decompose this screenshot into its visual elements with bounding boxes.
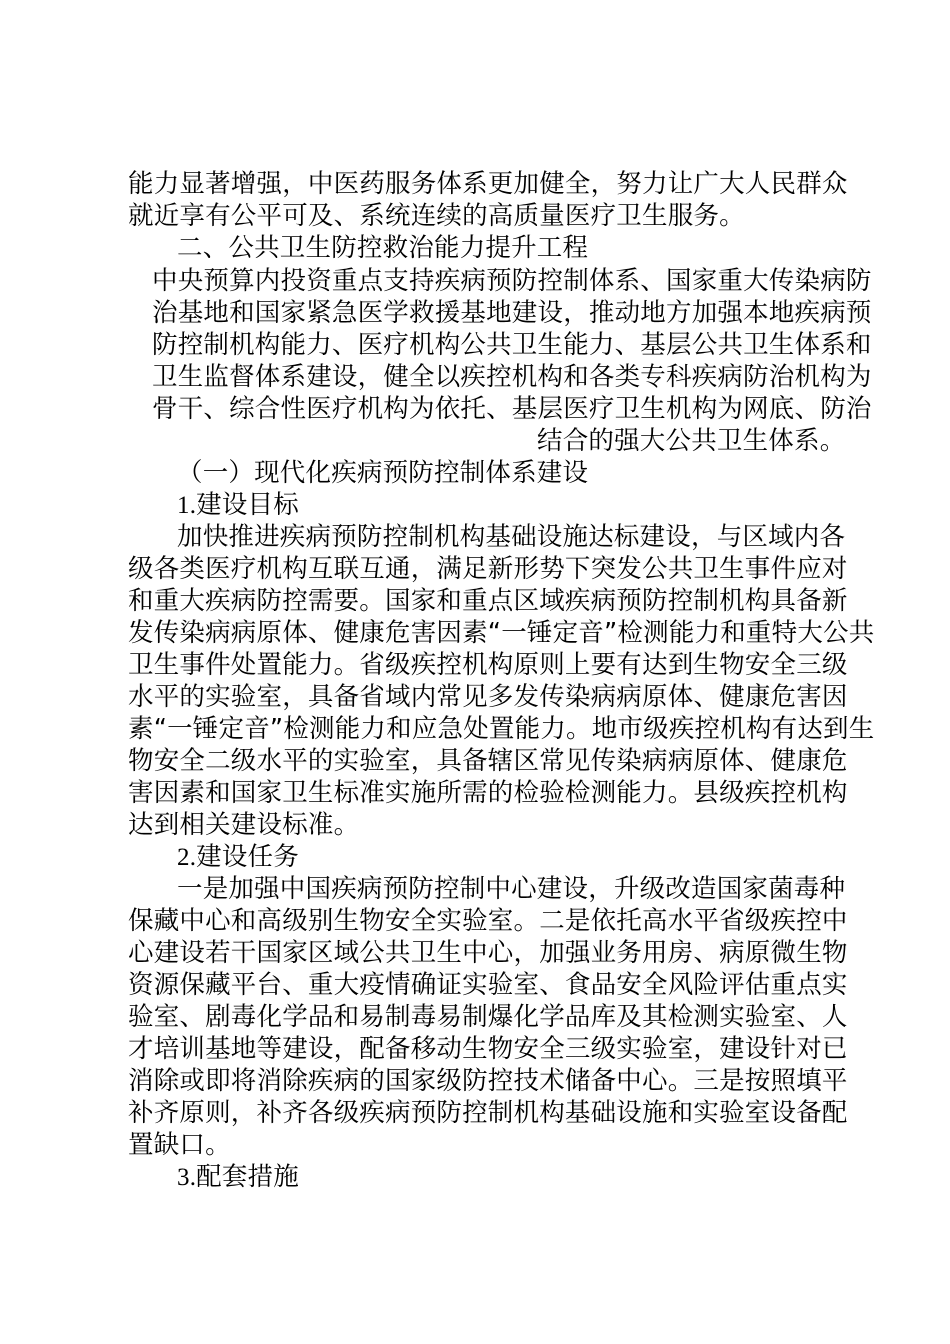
tasks-number: 2. — [177, 844, 197, 871]
measures-number: 3. — [177, 1164, 197, 1191]
tasks-line: 一是加强中国疾病预防控制中心建设，升级改造国家菌毒种 — [177, 874, 846, 904]
tasks-line: 置缺口。 — [128, 1130, 231, 1160]
section-heading: 二、公共卫生防控救治能力提升工程 — [177, 233, 589, 263]
tasks-heading — [177, 841, 299, 874]
goal-line: 和重大疾病防控需要。国家和重点区域疾病预防控制机构具备新 — [128, 586, 848, 616]
tasks-line: 验室、剧毒化学品和易制毒易制爆化学品库及其检测实验室、人 — [128, 1002, 848, 1032]
goal-line: 卫生事件处置能力。省级疾控机构原则上要有达到生物安全三级 — [128, 650, 848, 680]
intro-line: 就近享有公平可及、系统连续的高质量医疗卫生服务。 — [128, 201, 745, 231]
tasks-line: 补齐原则，补齐各级疾病预防控制机构基础设施和实验室设备配 — [128, 1098, 848, 1128]
section-body-line: 防控制机构能力、医疗机构公共卫生能力、基层公共卫生体系和 — [152, 330, 872, 360]
tasks-line: 保藏中心和高级别生物安全实验室。二是依托高水平省级疾控中 — [128, 906, 848, 936]
goal-line: 发传染病病原体、健康危害因素“一锤定音”检测能力和重特大公共 — [128, 618, 875, 648]
subsection-heading: （一）现代化疾病预防控制体系建设 — [177, 458, 589, 488]
tasks-line: 消除或即将消除疾病的国家级防控技术储备中心。三是按照填平 — [128, 1066, 848, 1096]
tasks-line: 心建设若干国家区域公共卫生中心，加强业务用房、病原微生物 — [128, 938, 848, 968]
section-body-line: 中央预算内投资重点支持疾病预防控制体系、国家重大传染病防 — [152, 266, 872, 296]
tasks-line: 才培训基地等建设，配备移动生物安全三级实验室，建设针对已 — [128, 1034, 848, 1064]
goal-line: 害因素和国家卫生标准实施所需的检验检测能力。县级疾控机构 — [128, 778, 848, 808]
goal-line: 达到相关建设标准。 — [128, 810, 360, 840]
goal-line: 级各类医疗机构互联互通，满足新形势下突发公共卫生事件应对 — [128, 554, 848, 584]
goal-line: 物安全二级水平的实验室，具备辖区常见传染病病原体、健康危 — [128, 746, 848, 776]
measures-title: 配套措施 — [196, 1162, 299, 1192]
measures-heading — [177, 1161, 299, 1194]
goal-line: 加快推进疾病预防控制机构基础设施达标建设，与区域内各 — [177, 522, 846, 552]
section-body-line: 骨干、综合性医疗机构为依托、基层医疗卫生机构为网底、防治 — [152, 394, 872, 424]
tasks-line: 资源保藏平台、重大疫情确证实验室、食品安全风险评估重点实 — [128, 970, 848, 1000]
section-body-line: 结合的强大公共卫生体系。 — [537, 426, 846, 456]
goal-number: 1. — [177, 492, 197, 519]
goal-heading — [177, 489, 299, 522]
intro-line: 能力显著增强，中医药服务体系更加健全，努力让广大人民群众 — [128, 169, 848, 199]
goal-title: 建设目标 — [196, 490, 299, 520]
tasks-title: 建设任务 — [196, 842, 299, 872]
goal-line: 素“一锤定音”检测能力和应急处置能力。地市级疾控机构有达到生 — [128, 714, 875, 744]
section-body-line: 治基地和国家紧急医学救援基地建设，推动地方加强本地疾病预 — [152, 298, 872, 328]
goal-line: 水平的实验室，具备省域内常见多发传染病病原体、健康危害因 — [128, 682, 848, 712]
section-body-line: 卫生监督体系建设，健全以疾控机构和各类专科疾病防治机构为 — [152, 362, 872, 392]
